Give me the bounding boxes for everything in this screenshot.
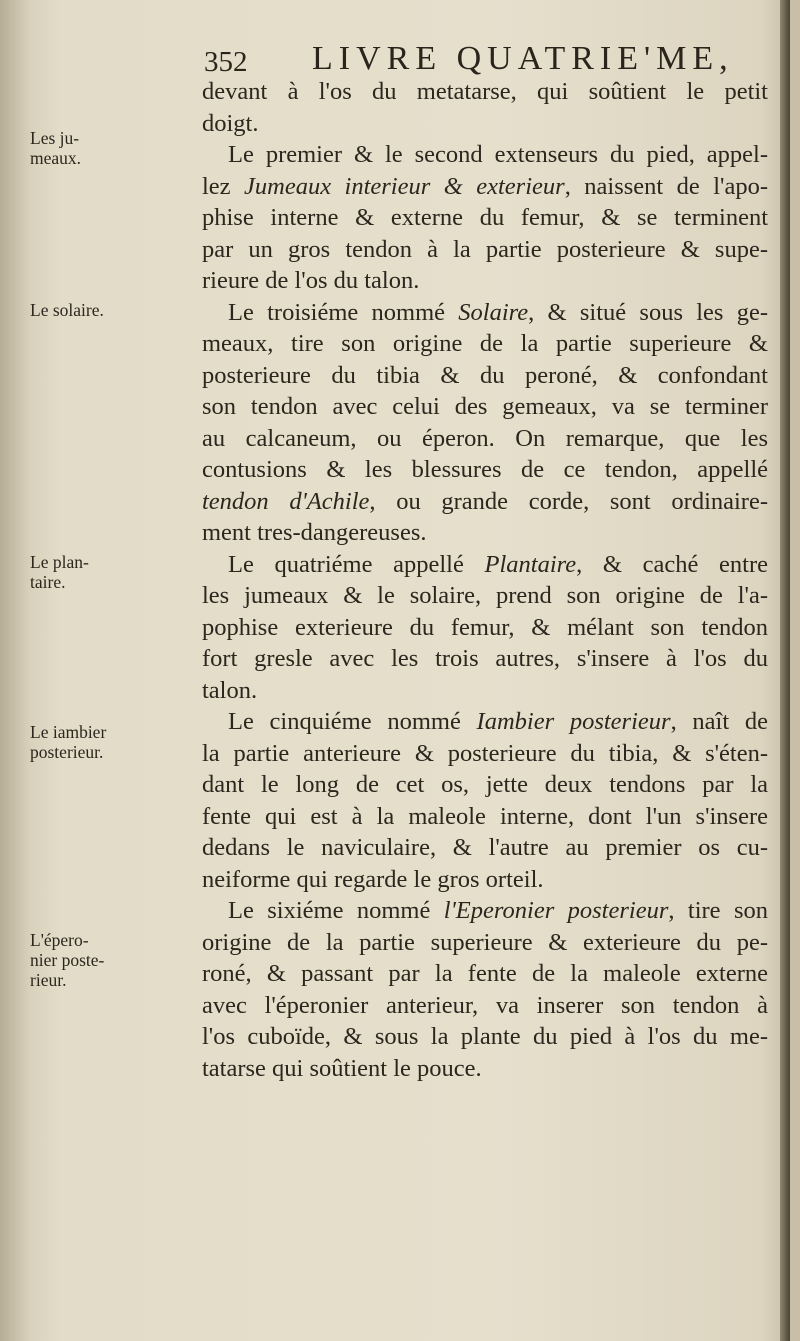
text-line: [202, 990, 768, 1022]
text-segment: doigt.: [202, 109, 259, 137]
text-line: [202, 171, 768, 203]
page-number: 352: [204, 46, 248, 78]
text-line: [202, 549, 768, 581]
text-line: [202, 108, 768, 140]
text-segment: pophise exterieure du femur, & mélant son tendon: [202, 613, 768, 641]
text-line: [202, 391, 768, 423]
text-segment: lez: [202, 172, 245, 200]
margin-note-line: rieur.: [30, 970, 67, 990]
text-line: [202, 801, 768, 833]
text-segment: son tendon avec celui des gemeaux, va se terminer: [202, 393, 768, 420]
margin-note-line: taire.: [30, 572, 66, 592]
text-segment: , ou grande corde, sont ordinaire-: [369, 487, 768, 515]
text-segment: , & situé sous les ge-: [528, 298, 769, 326]
margin-note-line: L'épero-: [30, 930, 89, 950]
text-segment: devant à l'os du metatarse, qui soûtient le petit: [202, 78, 768, 105]
text-line: [202, 297, 768, 329]
text-line: [202, 360, 768, 392]
page-edge-shadow: [780, 0, 790, 1341]
text-line: [202, 1021, 768, 1053]
text-line: [202, 706, 768, 738]
margin-note-line: Le solaire.: [30, 300, 104, 320]
text-segment: au calcaneum, ou éperon. On remarque, que les: [202, 424, 768, 452]
italic-term: Iambier posterieur: [476, 708, 671, 735]
text-line: [202, 958, 768, 990]
text-segment: Le cinquiéme nommé: [228, 708, 477, 735]
italic-term: tendon d'Achile: [202, 487, 370, 515]
margin-note-line: Les ju-: [30, 128, 80, 148]
text-segment: l'os cuboïde, & sous la plante du pied à l'os du me-: [202, 1023, 768, 1050]
text-segment: posterieure du tibia & du peroné, & confondant: [202, 361, 768, 389]
text-segment: roné, & passant par la fente de la maleole externe: [202, 960, 768, 987]
text-segment: origine de la partie superieure & exterieure du pe-: [202, 928, 768, 956]
text-segment: ment tres-dangereuses.: [202, 519, 427, 546]
text-segment: dant le long de cet os, jette deux tendons par la: [202, 771, 768, 798]
text-segment: , naît de: [670, 708, 768, 735]
text-line: [202, 486, 768, 518]
text-segment: avec l'éperonier anterieur, va inserer son tendon à: [202, 991, 768, 1019]
italic-term: Plantaire: [484, 550, 577, 578]
text-segment: par un gros tendon à la partie posterieure & supe-: [202, 235, 768, 263]
text-line: [202, 517, 768, 549]
text-line: [202, 454, 768, 486]
text-line: [202, 423, 768, 455]
text-segment: les jumeaux & le solaire, prend son origine de l'a-: [202, 582, 768, 609]
margin-note-line: Le plan-: [30, 552, 89, 572]
text-line: [202, 927, 768, 959]
text-line: [202, 895, 768, 927]
text-line: [202, 832, 768, 864]
text-line: [202, 265, 768, 297]
text-segment: meaux, tire son origine de la partie superieure &: [202, 330, 768, 357]
margin-note-line: nier poste-: [30, 950, 105, 970]
text-line: [202, 328, 768, 360]
margin-note-iambier: [30, 722, 190, 762]
text-segment: fente qui est à la maleole interne, dont l'un s'insere: [202, 802, 768, 830]
margin-note-eperonier: [30, 930, 190, 990]
text-line: [202, 580, 768, 612]
text-line: [202, 612, 768, 644]
margin-note-line: Le iambier: [30, 722, 107, 742]
italic-term: Jumeaux interieur & exterieur: [244, 172, 565, 200]
running-title: LIVRE QUATRIE'ME,: [312, 40, 734, 77]
text-line: [202, 643, 768, 675]
text-line: [202, 234, 768, 266]
text-line: [202, 1053, 768, 1085]
margin-note-jumeaux: [30, 128, 190, 168]
italic-term: l'Eperonier posterieur: [443, 897, 669, 924]
body-text: [202, 76, 768, 1084]
text-segment: contusions & les blessures de ce tendon, appellé: [202, 456, 768, 483]
italic-term: Solaire: [458, 298, 529, 326]
text-segment: Le premier & le second extenseurs du pied, appel-: [228, 141, 768, 168]
text-segment: , tire son: [668, 897, 768, 924]
text-line: [202, 202, 768, 234]
text-segment: dedans le naviculaire, & l'autre au premier os cu-: [202, 834, 768, 861]
margin-note-solaire: [30, 300, 190, 320]
text-segment: rieure de l'os du talon.: [202, 267, 420, 294]
margin-note-plantaire: [30, 552, 190, 592]
text-line: [202, 76, 768, 108]
text-segment: Le quatriéme appellé: [228, 550, 485, 578]
margin-note-line: meaux.: [30, 148, 82, 168]
text-line: [202, 139, 768, 171]
text-line: [202, 769, 768, 801]
margin-note-line: posterieur.: [30, 742, 104, 762]
text-segment: tatarse qui soûtient le pouce.: [202, 1054, 482, 1082]
text-segment: talon.: [202, 676, 258, 704]
text-segment: , naissent de l'apo-: [564, 172, 768, 200]
text-segment: , & caché entre: [576, 550, 768, 578]
text-segment: Le troisiéme nommé: [228, 298, 459, 326]
text-segment: phise interne & externe du femur, & se terminent: [202, 204, 768, 231]
text-line: [202, 675, 768, 707]
text-line: [202, 864, 768, 896]
text-segment: la partie anterieure & posterieure du tibia, & s'éten-: [202, 739, 768, 767]
text-segment: fort gresle avec les trois autres, s'insere à l'os du: [202, 645, 768, 672]
text-line: [202, 738, 768, 770]
text-segment: Le sixiéme nommé: [228, 897, 444, 924]
text-segment: neiforme qui regarde le gros orteil.: [202, 865, 544, 893]
